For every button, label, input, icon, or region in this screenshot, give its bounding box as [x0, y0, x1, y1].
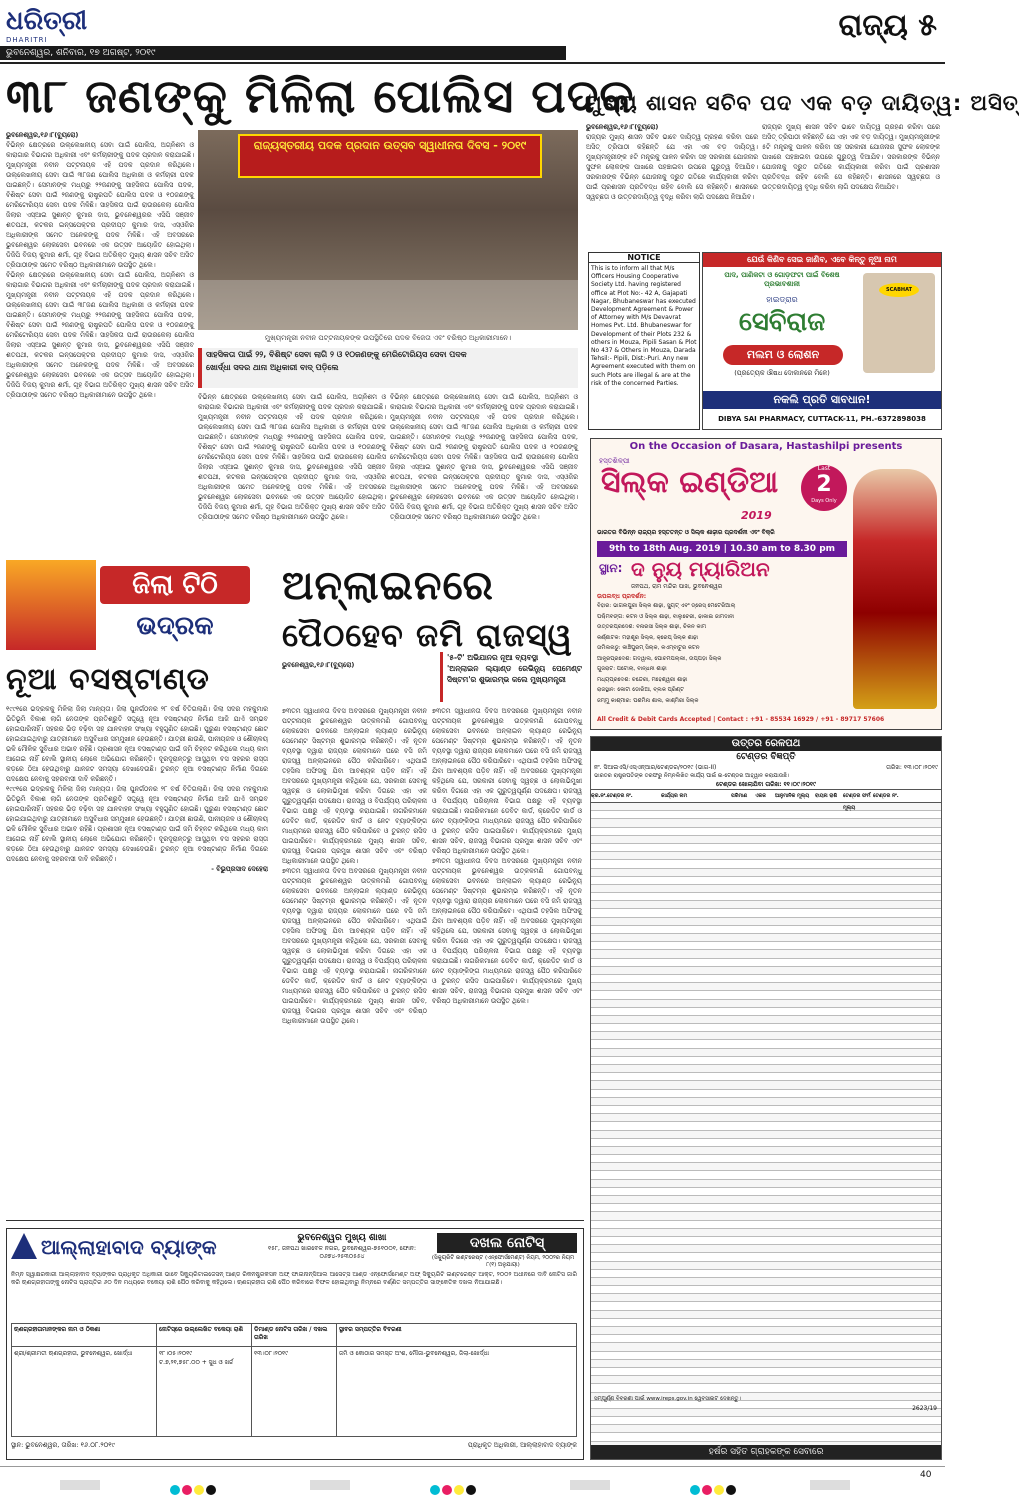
- silk-item: ରାଜସ୍ଥାନ: କୋଟା ଡୋରିଆ, ବ୍ଲକ ପ୍ରିଣ୍ଟ: [597, 687, 684, 693]
- district-byline: - ବିଭୁପ୍ରସାଦ ଦେହେରା: [211, 865, 268, 873]
- tender-row: [591, 1131, 941, 1139]
- tender-row: [591, 942, 941, 950]
- bank-logo-icon: [11, 1233, 37, 1259]
- photo-front-row: [198, 280, 578, 330]
- tender-row: [591, 1237, 941, 1245]
- tender-row: [591, 967, 941, 975]
- tender-row: [591, 959, 941, 967]
- story1-highlight-1: ସାହସିକତା ପାଇଁ ୨୨, ବିଶିଷ୍ଟ ସେବା ଲାଗି ୨ ଓ ୧୦ଜଣଙ୍କୁ ମେରିଟୋରିୟସ ସେବା ପଦକ: [206, 350, 467, 359]
- tender-row: [591, 1433, 941, 1441]
- story3-headline-1: ଅନ୍‌ଲାଇନରେ: [282, 563, 494, 609]
- grey-patch: [570, 1480, 610, 1490]
- cmyk-dots: [170, 1480, 218, 1499]
- tender-row: [591, 1081, 941, 1089]
- tender-row: [591, 1278, 941, 1286]
- tender-row: [591, 1155, 941, 1163]
- last-days-badge: [801, 465, 847, 511]
- tender-row: [591, 1229, 941, 1237]
- district-text-2: ୧୯୯୧ରେ ଭଦ୍ରକକୁ ମିଳିଲା ଜିଲା ମାନ୍ୟତା। ଜିଲା ପୁନର୍ଗଠନର ୨୮ ବର୍ଷ ବିତିଗଲାଣି। ଜିଲା ସଦର ମହକୁମାର ଭିତିଭୂମି ବିକାଶ ଲାଗି ନେତାଙ୍କ ପ୍ରତିଶ୍ରୁତି ସତ୍ତ୍ୱେ ନୂଆ ବସଷ୍ଟାଣ୍ଡ ନିର୍ମାଣ ଆଜି ଯାଏଁ ସମ୍ଭବ ହୋଇପାରିନାହିଁ। ସହରର ଭିଡ଼ ବଢ଼ିବା ସହ ଯାନବାହନ ସଂଖ୍ୟା ବହୁଗୁଣିତ ହୋଇଛି। ପୁରୁଣା ବସଷ୍ଟାଣ୍ଡ ଛୋଟ ହୋଇଯାଇଥିବାରୁ ଯାତ୍ରୀମାନେ ଅସୁବିଧାର ସମ୍ମୁଖୀନ ହେଉଛନ୍ତି। ଯାତ୍ରୀ ଛାଉଣି, ପାନୀୟଜଳ ଓ ଶୌଚାଳୟ ଭଳି ମୌଳିକ ସୁବିଧାର ଅଭାବ ରହିଛି। ପ୍ରଶାସନ ନୂଆ ବସଷ୍ଟାଣ୍ଡ ପାଇଁ ଜମି ଚିହ୍ନଟ କରିଥିଲେ ମଧ୍ୟ କାମ ଆଗେଇ ନାହିଁ ବୋଲି ସ୍ଥାନୀୟ ଲୋକେ ଅଭିଯୋଗ କରିଛନ୍ତି। ଦୂରଦୂରାନ୍ତରୁ ଆସୁଥିବା ବସ ସହରର ରାସ୍ତା କଡ଼ରେ ଠିଆ ହେଉଥିବାରୁ ଯାନଜଟ ସମସ୍ୟା ଦେଖାଦେଉଛି। ତୁରନ୍ତ ନୂଆ ବସଷ୍ଟାଣ୍ଡ ନିର୍ମାଣ ଦିଗରେ ପଦକ୍ଷେପ ନେବାକୁ ସହରବାସୀ ଦାବି କରିଛନ୍ତି।: [6, 785, 268, 863]
- railway-code: 2623/19: [912, 1405, 937, 1412]
- bank-signature: ପ୍ରାଧିକୃତ ଅଧିକାରୀ, ଆଲ୍ଲାହାବାଦ ବ୍ୟାଙ୍କ: [467, 1441, 577, 1449]
- story1-dateline: ଭୁବନେଶ୍ୱର,୧୬।୮(ବ୍ୟୁରୋ): [6, 131, 79, 139]
- bank-notice-sub: (ସିକ୍ୟୁରିଟି ଇଣ୍ଟରେଷ୍ଟ (ଏନ୍‌ଫୋର୍ସମେଣ୍ଟ) ନିୟମ, ୨୦୦୨ର ନିୟମ ୮(୧) ଅନୁଯାୟୀ): [431, 1255, 575, 1268]
- silk-india-ad[interactable]: [590, 438, 942, 730]
- bank-demand-date: ୧୮।୦୫।୨୦୧୯: [159, 1350, 193, 1357]
- tender-col: ଟେଣ୍ଡର ନଂ.: [873, 793, 899, 799]
- logo-text: ଧରିତ୍ରୀ: [6, 6, 88, 36]
- bank-body: ନିମ୍ନ ସ୍ୱାକ୍ଷରକାରୀ ଆଲ୍ଲାହାବାଦ ବ୍ୟାଙ୍କର ପ୍ରାଧିକୃତ ଅଧିକାରୀ ଭାବେ ସିକ୍ୟୁରିଟାଇଜେସନ୍ ଆଣ୍ଡ ରିକନଷ୍ଟ୍ରକସନ ଅଫ୍ ଫାଇନାନ୍ସିଆଲ ଆସେଟ୍ସ ଆଣ୍ଡ ଏନ୍‌ଫୋର୍ସମେଣ୍ଟ ଅଫ୍ ସିକ୍ୟୁରିଟି ଇଣ୍ଟରେଷ୍ଟ ଆକ୍ଟ, ୨୦୦୨ ଅଧୀନରେ ଦାବି ନୋଟିସ ଜାରି କରି ଋଣଗ୍ରହୀତାଙ୍କୁ ନୋଟିସ ପ୍ରାପ୍ତିର ୬୦ ଦିନ ମଧ୍ୟରେ ବକେୟା ରାଶି ପୈଠ କରିବାକୁ କହିଥିଲେ। ଋଣଗ୍ରହୀତା ରାଶି ପୈଠ କରିବାରେ ବିଫଳ ହୋଇଥିବାରୁ ନିମ୍ନରେ ବର୍ଣ୍ଣିତ ସମ୍ପତ୍ତିର ସାଙ୍କେତିକ ଦଖଲ ନିଆଯାଇଛି।: [11, 1271, 577, 1286]
- tender-row: [591, 1343, 941, 1351]
- tender-row: [591, 1000, 941, 1008]
- tender-row: [591, 1024, 941, 1032]
- bank-possession-notice: [6, 1228, 584, 1460]
- story3-headline-2: ପୈଠହେବ ଜମି ରାଜସ୍ୱ: [282, 616, 573, 654]
- tender-row: [591, 1073, 941, 1081]
- story1-headline: ୩୮ ଜଣଙ୍କୁ ମିଳିଲା ପୋଲିସ ପଦକ: [6, 69, 635, 123]
- tender-row: [591, 1180, 941, 1188]
- notice-title: NOTICE: [589, 253, 699, 263]
- silk-item: ଆନ୍ଧ୍ରପ୍ରଦେଶ: ଗଦୱାଲ, ପୋଚମପଲ୍ଲୀ, ଉପ୍ପଡ଼ା ସିଲ୍କ: [597, 655, 722, 662]
- bank-name: ଆଲ୍ଲାହାବାଦ ବ୍ୟାଙ୍କ: [41, 1235, 217, 1259]
- railway-notes: ସମ୍ପୂର୍ଣ୍ଣ ବିବରଣୀ ପାଇଁ www.ireps.gov.in ୱେବସାଇଟ ଦେଖନ୍ତୁ।: [594, 1396, 741, 1402]
- page-label: ରାଜ୍ୟ ୫: [838, 8, 937, 43]
- tender-row: [591, 1114, 941, 1122]
- tender-row: [591, 918, 941, 926]
- tender-row: [591, 975, 941, 983]
- tender-row: [591, 991, 941, 999]
- railway-closing: ଟେଣ୍ଡର ଖୋଲାଯିବା ତାରିଖ: ୧୧।୦୯।୨୦୧୯: [715, 781, 817, 788]
- magenta-dot: [702, 1485, 712, 1495]
- silk-venue-label: ସ୍ଥାନ:: [599, 561, 623, 575]
- sebiraj-brand: ସେବିରାଜ: [738, 307, 826, 337]
- bottom-rule: [0, 1466, 945, 1467]
- silk-item: ମଧ୍ୟପ୍ରଦେଶ: ଚନ୍ଦେରୀ, ମହେଶ୍ୱରୀ ଶାଢ଼ୀ: [597, 676, 688, 683]
- black-dot: [466, 1485, 476, 1495]
- bank-notice-title: ଦଖଲ ନୋଟିସ୍: [437, 1233, 577, 1253]
- page-number: 40: [920, 1470, 932, 1480]
- tender-row: [591, 1008, 941, 1016]
- district-badge: ଜିଲା ଟିଠି: [100, 566, 250, 604]
- tender-row: [591, 1311, 941, 1319]
- tender-row: [591, 1384, 941, 1392]
- masthead: [0, 0, 945, 62]
- tender-row: [591, 1196, 941, 1204]
- tender-row: [591, 1171, 941, 1179]
- story2-body-left: [586, 122, 758, 246]
- tender-col: କାର୍ଯ୍ୟର ନାମ: [661, 793, 688, 799]
- tender-col: ଆନୁମାନିକ ମୂଲ୍ୟ: [775, 793, 810, 799]
- district-name: ଭଦ୍ରକ: [136, 611, 214, 641]
- story1-body-left: [6, 130, 194, 550]
- district-headline: ନୂଆ ବସଷ୍ଟାଣ୍ଡ: [6, 662, 210, 697]
- dateline: ଭୁବନେଶ୍ୱର, ଶନିବାର, ୧୭ ଅଗଷ୍ଟ, ୨୦୧୯: [0, 46, 566, 60]
- model-in-saree-image: [853, 469, 937, 709]
- tender-row: [591, 1122, 941, 1130]
- story3-text-4: ୭୩ତମ ସ୍ୱାଧୀନତା ଦିବସ ଅବସରରେ ମୁଖ୍ୟମନ୍ତ୍ରୀ ନବୀନ ପଟ୍ଟନାୟକ ଭୁବନେଶ୍ୱର ଉତ୍କଳମଣି ଗୋପବନ୍ଧୁ ଲୋକସେବା ଭବନରେ ଅନ୍‌ଲାଇନ ଲ୍ୟାଣ୍ଡ ରେଭିନ୍ୟୁ ପେମେଣ୍ଟ ସିଷ୍ଟମ୍‌ର ଶୁଭାରମ୍ଭ କରିଛନ୍ତି। ଏହି ନୂତନ ବ୍ୟବସ୍ଥା ଦ୍ୱାରା ରାଜ୍ୟର ଲୋକମାନେ ଘରେ ବସି ଜମି ରାଜସ୍ୱ ଅନ୍‌ଲାଇନରେ ପୈଠ କରିପାରିବେ। ଏଥିପାଇଁ ତହସିଲ ଅଫିସକୁ ଯିବା ଆବଶ୍ୟକ ପଡ଼ିବ ନାହିଁ। ଏହି ଅବସରରେ ମୁଖ୍ୟମନ୍ତ୍ରୀ କହିଥିଲେ ଯେ, ସରକାରୀ ସେବାକୁ ସ୍ୱଚ୍ଛ ଓ ଲୋକାଭିମୁଖୀ କରିବା ଦିଗରେ ଏହା ଏକ ଗୁରୁତ୍ୱପୂର୍ଣ୍ଣ ପଦକ୍ଷେପ। ରାଜସ୍ୱ ଓ ବିପର୍ଯ୍ୟୟ ପରିଚାଳନା ବିଭାଗ ପକ୍ଷରୁ ଏହି ବ୍ୟବସ୍ଥା କରାଯାଇଛି। ନାଗରିକମାନେ ଡେବିଟ କାର୍ଡ, କ୍ରେଡିଟ କାର୍ଡ ଓ ନେଟ ବ୍ୟାଙ୍କିଙ୍ଗ ମାଧ୍ୟମରେ ରାଜସ୍ୱ ପୈଠ କରିପାରିବେ ଓ ତୁରନ୍ତ ରସିଦ ପାଇପାରିବେ। କାର୍ଯ୍ୟକ୍ରମରେ ମୁଖ୍ୟ ଶାସନ ସଚିବ, ରାଜସ୍ୱ ବିଭାଗର ପ୍ରମୁଖ ଶାସନ ସଚିବ ଏବଂ ବରିଷ୍ଠ ଅଧିକାରୀମାନେ ଉପସ୍ଥିତ ଥିଲେ।: [432, 857, 582, 1005]
- logo-subtext: DHARITRI: [6, 36, 48, 44]
- silk-description: ଭାରତର ବିଭିନ୍ନ ରାଜ୍ୟର ହସ୍ତତନ୍ତ ଓ ସିଲ୍କ ଶାଢ଼ୀର ପ୍ରଦର୍ଶନୀ ଏବଂ ବିକ୍ରି: [597, 529, 775, 536]
- sebiraj-sub: (ପ୍ରତ୍ୟେକ ଔଷଧ ଦୋକାନରେ ମିଳେ): [734, 369, 830, 377]
- bank-rule: [6, 1220, 584, 1221]
- magenta-dot: [182, 1485, 192, 1495]
- bank-table-row: [11, 1347, 577, 1437]
- tender-row: [591, 1286, 941, 1294]
- silk-dates: 9th to 18th Aug. 2019 | 10.30 am to 8.30 pm: [597, 541, 847, 557]
- tender-row: [591, 1049, 941, 1057]
- badge-number: 2: [816, 472, 832, 497]
- newspaper-logo[interactable]: [6, 6, 118, 44]
- story1-text-1: ବିଭିନ୍ନ କ୍ଷେତ୍ରରେ ଉଲ୍ଲେଖନୀୟ ସେବା ପାଇଁ ପୋଲିସ, ଅଗ୍ନିଶମ ଓ କାରାଗାର ବିଭାଗର ଅଧିକାରୀ ଏବଂ କର୍ମଚାରୀଙ୍କୁ ପଦକ ପ୍ରଦାନ କରାଯାଇଛି। ମୁଖ୍ୟମନ୍ତ୍ରୀ ନବୀନ ପଟ୍ଟନାୟକ ଏହି ପଦକ ପ୍ରଦାନ କରିଥିଲେ। ଉଲ୍ଲେଖନୀୟ ସେବା ପାଇଁ ୩୮ଜଣ ପୋଲିସ ଅଧିକାରୀ ଓ କର୍ମଚାରୀ ପଦକ ପାଇଛନ୍ତି। ସେମାନଙ୍କ ମଧ୍ୟରୁ ୨୨ଜଣଙ୍କୁ ସାହସିକତା ପୋଲିସ ପଦକ, ବିଶିଷ୍ଟ ସେବା ପାଇଁ ୨ଜଣଙ୍କୁ ରାଷ୍ଟ୍ରପତି ପୋଲିସ ପଦକ ଓ ୧୦ଜଣଙ୍କୁ ମେରିଟୋରିୟସ ସେବା ପଦକ ମିଳିଛି। ସାହସିକତା ପାଇଁ ରାଉରକେଲା ପୋଲିସ ଜିଲାର ଏସ୍ଆଇ ସୁଶାନ୍ତ କୁମାର ଦାସ, ଭୁବନେଶ୍ୱରର ଏସିପି ସଞ୍ଜୀବ ଶତପଥୀ, କଟକର ଇନ୍ସପେକ୍ଟର ପ୍ରଦୀପ୍ତ କୁମାର ଦାସ, ଏସ୍ଓଜିର ଅଧିକାରୀଙ୍କ ସମେତ ଅନେକଙ୍କୁ ପଦକ ମିଳିଛି। ଏହି ଅବସରରେ ଭୁବନେଶ୍ୱର ଲୋକସେବା ଭବନରେ ଏକ ଉତ୍ସବ ଆୟୋଜିତ ହୋଇଥିଲା। ଡିଜିପି ବିଜୟ କୁମାର ଶର୍ମା, ଗୃହ ବିଭାଗ ଅତିରିକ୍ତ ମୁଖ୍ୟ ଶାସନ ସଚିବ ଅସିତ ତ୍ରିପାଠୀଙ୍କ ସମେତ ବରିଷ୍ଠ ଅଧିକାରୀମାନେ ଉପସ୍ଥିତ ଥିଲେ।: [6, 141, 194, 269]
- tender-row: [591, 1253, 941, 1261]
- railway-date: ତାରିଖ: ୧୩।୦୮।୨୦୧୯: [886, 764, 938, 771]
- story2-dateline: ଭୁବନେଶ୍ୱର,୧୬।୮(ବ୍ୟୁରୋ): [586, 123, 659, 131]
- badge-top: Last: [817, 465, 831, 472]
- tender-row: [591, 1040, 941, 1048]
- tender-row: [591, 1065, 941, 1073]
- black-dot: [726, 1485, 736, 1495]
- sebiraj-ad[interactable]: [702, 252, 942, 430]
- tender-row: [591, 1163, 941, 1171]
- bank-branch: ଭୁବନେଶ୍ୱର ମୁଖ୍ୟ ଶାଖା: [297, 1233, 387, 1243]
- tender-row: [591, 926, 941, 934]
- tender-row: [591, 828, 941, 836]
- cmyk-dots: [430, 1480, 478, 1499]
- tender-row: [591, 877, 941, 885]
- railway-ref-row: [591, 763, 941, 772]
- tender-row: [591, 1368, 941, 1376]
- story3-bullet-2: 'ଅନ୍‌ଲାଇନ ଲ୍ୟାଣ୍ଡ ରେଭିନ୍ୟୁ ପେମେଣ୍ଟ ସିଷ୍ଟମ'ର ଶୁଭାରମ୍ଭ କଲେ ମୁଖ୍ୟମନ୍ତ୍ରୀ: [447, 664, 582, 684]
- tender-col: ଏକକ: [755, 793, 766, 799]
- silk-item: ପଶ୍ଚିମବଙ୍ଗ: କଟନ ଓ ସିଲ୍କ ଶାଢ଼ୀ, ବାଲୁଚେରୀ, ଢାକାଇ ଜାମଦାନୀ: [597, 613, 735, 620]
- tender-row: [591, 844, 941, 852]
- silk-brand-small: ହସ୍ତଶିଳ୍ପୀ: [599, 457, 630, 465]
- silk-title: ସିଲ୍କ ଇଣ୍ଡିଆ: [601, 465, 779, 500]
- tender-row: [591, 1057, 941, 1065]
- silk-item: ଜମ୍ମୁ କାଶ୍ମୀର: ପଶମିନା ଶାଲ, କାଶ୍ମିରୀ ସିଲ୍କ: [597, 697, 699, 704]
- district-temple-image: [6, 560, 96, 650]
- tender-row: [591, 1294, 941, 1302]
- silk-item: ଉତ୍ତରପ୍ରଦେଶ: ବନାରସୀ ସିଲ୍କ ଶାଢ଼ୀ, ଚିକନ କାମ: [597, 624, 706, 630]
- tender-row: [591, 860, 941, 868]
- tender-row: [591, 1319, 941, 1327]
- tender-row: [591, 901, 941, 909]
- silk-item: ଗୁଜରାଟ: ପଟୋଲା, ବାନ୍ଧନୀ ଶାଢ଼ୀ: [597, 666, 667, 672]
- tender-row: [591, 909, 941, 917]
- tender-row: [591, 1327, 941, 1335]
- tender-row: [591, 1106, 941, 1114]
- tender-row: [591, 1139, 941, 1147]
- tender-row: [591, 1352, 941, 1360]
- bank-borrower: ଶ୍ରୀ/ଶ୍ରୀମତୀ ଋଣଗ୍ରହୀତା, ଭୁବନେଶ୍ୱର, ଖୋର୍ଦ୍ଧା: [12, 1347, 157, 1436]
- tender-row: [591, 1032, 941, 1040]
- tender-row: [591, 811, 941, 819]
- story3-dateline: ଭୁବନେଶ୍ୱର,୧୬।୮(ବ୍ୟୁରୋ): [282, 661, 355, 669]
- tender-row: [591, 1016, 941, 1024]
- railway-subheader: ଟେଣ୍ଡର ବିଜ୍ଞପ୍ତି: [736, 752, 796, 762]
- photo-caption: ମୁଖ୍ୟମନ୍ତ୍ରୀ ନବୀନ ପଟ୍ଟନାୟକଙ୍କ ଉପସ୍ଥିତିରେ ପଦକ ବିଜେତା ଏବଂ ବରିଷ୍ଠ ଅଧିକାରୀମାନେ।: [264, 334, 512, 342]
- sebiraj-top-banner: ଯେଉଁ କିଣିବ ସେଇ ଜାଣିବ, ଏବେ କିନ୍ତୁ ନୂଆ ନାମ: [703, 253, 941, 267]
- tender-row: [591, 1425, 941, 1433]
- tender-row: [591, 852, 941, 860]
- color-registration-marks: [10, 1480, 910, 1492]
- notice-box: [588, 252, 700, 430]
- tender-row: [591, 885, 941, 893]
- tender-row: [591, 869, 941, 877]
- cyan-dot: [690, 1485, 700, 1495]
- story3-body-left: [282, 706, 427, 1214]
- silk-items-list: [597, 601, 847, 711]
- story3-bullet-1: '୫-ଟି' ଅଭିଯାନର ନୂଆ ବ୍ୟବସ୍ଥା: [447, 653, 539, 662]
- tender-table-header: [591, 789, 941, 811]
- tender-row: [591, 1360, 941, 1368]
- cmyk-dots: [690, 1480, 738, 1499]
- silk-top-line: On the Occasion of Dasara, Hastashilpi presents: [629, 441, 903, 452]
- tender-row: [591, 1376, 941, 1384]
- story2-text-1: ରାଜ୍ୟର ମୁଖ୍ୟ ଶାସନ ସଚିବ ଭାବେ ଦାୟିତ୍ୱ ଗ୍ରହଣ କରିବା ପରେ ଅସିତ୍ ତ୍ରିପାଠୀ କହିଛନ୍ତି ଯେ ଏହା ଏକ ବଡ଼ ଦାୟିତ୍ୱ। ମୁଖ୍ୟମନ୍ତ୍ରୀଙ୍କ ୫ଟି ମନ୍ତ୍ରକୁ ପାଳନ କରିବା ସହ ସରକାରୀ ଯୋଜନାର ସୁଫଳ ଲୋକଙ୍କ ପାଖରେ ପହଞ୍ଚାଇବା ଉପରେ ଗୁରୁତ୍ୱ ଦିଆଯିବ। ସରକାରଙ୍କ ବିଭିନ୍ନ ଯୋଜନାକୁ ଦ୍ରୁତ ଗତିରେ କାର୍ଯ୍ୟକାରୀ କରିବା ପାଇଁ ପ୍ରଶାସନ ପ୍ରତିବଦ୍ଧ ରହିବ ବୋଲି ସେ କହିଛନ୍ତି। ଶାସନରେ ସ୍ୱଚ୍ଛତା ଓ ଉତ୍ତରଦାୟିତ୍ୱ ବୃଦ୍ଧି କରିବା ଲାଗି ପଦକ୍ଷେପ ନିଆଯିବ।: [586, 133, 758, 201]
- tender-row: [591, 1245, 941, 1253]
- sebiraj-footer: DIBYA SAI PHARMACY, CUTTACK-11, PH.-6372898038: [718, 415, 926, 423]
- tender-row: [591, 1302, 941, 1310]
- bank-col-property: ସ୍ଥାବର ସମ୍ପତ୍ତିର ବିବରଣୀ: [339, 1326, 402, 1333]
- grey-patch: [810, 1480, 850, 1490]
- yellow-dot: [714, 1485, 724, 1495]
- tender-row: [591, 934, 941, 942]
- tender-row: [591, 1270, 941, 1278]
- tender-row: [591, 1098, 941, 1106]
- masthead-rule: [0, 62, 945, 64]
- tender-row: [591, 1221, 941, 1229]
- story1-highlights: [198, 348, 578, 388]
- silk-item: ତାମିଲନାଡୁ: କାଞ୍ଚିପୁରମ୍ ସିଲ୍କ, କଏମ୍ବାଟୁର କଟନ: [597, 645, 700, 651]
- bank-table-header: [11, 1323, 577, 1347]
- award-ceremony-photo: [198, 130, 578, 330]
- tender-row: [591, 803, 941, 811]
- story1-highlight-2: ଖୋର୍ଦ୍ଧା ସଦର ଥାନା ଅଧିକାରୀ ବାଦ୍ ପଡ଼ିଲେ: [206, 363, 339, 372]
- tender-row: [591, 1204, 941, 1212]
- sebiraj-line1: ପାଦ, ପାଣିକଟା ଓ ଗୋଡ଼ଫଟା ପାଇଁ ବିଶେଷ ପ୍ରଭାବଶାଳୀ: [724, 271, 840, 288]
- tender-row: [591, 1417, 941, 1425]
- story3-text-2: ୭୩ତମ ସ୍ୱାଧୀନତା ଦିବସ ଅବସରରେ ମୁଖ୍ୟମନ୍ତ୍ରୀ ନବୀନ ପଟ୍ଟନାୟକ ଭୁବନେଶ୍ୱର ଉତ୍କଳମଣି ଗୋପବନ୍ଧୁ ଲୋକସେବା ଭବନରେ ଅନ୍‌ଲାଇନ ଲ୍ୟାଣ୍ଡ ରେଭିନ୍ୟୁ ପେମେଣ୍ଟ ସିଷ୍ଟମ୍‌ର ଶୁଭାରମ୍ଭ କରିଛନ୍ତି। ଏହି ନୂତନ ବ୍ୟବସ୍ଥା ଦ୍ୱାରା ରାଜ୍ୟର ଲୋକମାନେ ଘରେ ବସି ଜମି ରାଜସ୍ୱ ଅନ୍‌ଲାଇନରେ ପୈଠ କରିପାରିବେ। ଏଥିପାଇଁ ତହସିଲ ଅଫିସକୁ ଯିବା ଆବଶ୍ୟକ ପଡ଼ିବ ନାହିଁ। ଏହି ଅବସରରେ ମୁଖ୍ୟମନ୍ତ୍ରୀ କହିଥିଲେ ଯେ, ସରକାରୀ ସେବାକୁ ସ୍ୱଚ୍ଛ ଓ ଲୋକାଭିମୁଖୀ କରିବା ଦିଗରେ ଏହା ଏକ ଗୁରୁତ୍ୱପୂର୍ଣ୍ଣ ପଦକ୍ଷେପ। ରାଜସ୍ୱ ଓ ବିପର୍ଯ୍ୟୟ ପରିଚାଳନା ବିଭାଗ ପକ୍ଷରୁ ଏହି ବ୍ୟବସ୍ଥା କରାଯାଇଛି। ନାଗରିକମାନେ ଡେବିଟ କାର୍ଡ, କ୍ରେଡିଟ କାର୍ଡ ଓ ନେଟ ବ୍ୟାଙ୍କିଙ୍ଗ ମାଧ୍ୟମରେ ରାଜସ୍ୱ ପୈଠ କରିପାରିବେ ଓ ତୁରନ୍ତ ରସିଦ ପାଇପାରିବେ। କାର୍ଯ୍ୟକ୍ରମରେ ମୁଖ୍ୟ ଶାସନ ସଚିବ, ରାଜସ୍ୱ ବିଭାଗର ପ୍ରମୁଖ ଶାସନ ସଚିବ ଏବଂ ବରିଷ୍ଠ ଅଧିକାରୀମାନେ ଉପସ୍ଥିତ ଥିଲେ।: [282, 867, 427, 1025]
- tender-col: ପରିମାଣ: [731, 793, 748, 799]
- story3-body-right: [432, 706, 582, 1214]
- railway-header: ଉତ୍ତର ରେଳପଥ: [591, 737, 941, 751]
- sebiraj-brand-pre: ହାଇଡ୍ରାର: [766, 295, 798, 304]
- silk-year: 2019: [741, 509, 772, 522]
- bank-amount: ଟ.୭,୨୧,୭୫୮.୦୦ + ସୁଧ ଓ ଖର୍ଚ୍ଚ: [159, 1359, 234, 1366]
- cyan-dot: [430, 1485, 440, 1495]
- bank-possession-date: ୧୩।୦୮।୨୦୧୯: [252, 1347, 337, 1436]
- tender-row: [591, 950, 941, 958]
- cyan-dot: [170, 1485, 180, 1495]
- bank-amount-cell: [157, 1347, 252, 1436]
- yellow-dot: [194, 1485, 204, 1495]
- sebiraj-product: ମଲମ ଓ ଲୋଶନ: [723, 345, 843, 365]
- bank-property: ଜମି ଓ କୋଠାର ସମସ୍ତ ଅଂଶ, ମୌଜା-ଭୁବନେଶ୍ୱର, ଜିଲା-ଖୋର୍ଦ୍ଧା: [339, 1350, 490, 1357]
- railway-intro: ଭାରତର ରାଷ୍ଟ୍ରପତିଙ୍କ ତରଫରୁ ନିମ୍ନଲିଖିତ କାର୍ଯ୍ୟ ପାଇଁ ଇ-ଟେଣ୍ଡର ଆହ୍ୱାନ କରାଯାଉଛି।: [594, 773, 790, 779]
- silk-items-heading: ଉପଲବ୍ଧ ପ୍ରଦର୍ଶନ:: [597, 593, 647, 600]
- silk-item: ବିହାର: ଭାଗଲପୁରୀ ସିଲ୍କ ଶାଢ଼ୀ, ସ୍ୟୁଟ୍ ଏବଂ ଡ୍ରେସ୍ ମେଟେରିଆଲ୍: [597, 603, 736, 609]
- tender-row: [591, 1188, 941, 1196]
- tender-row: [591, 819, 941, 827]
- tender-col: ଟେଣ୍ଡର ନଂ.: [607, 793, 633, 799]
- railway-ref: ନଂ. ସିଆଇଏସି/ଏସ୍‌ଏନ୍‌ଆର/ଟେଣ୍ଡର/୨୦୧୯ (ଭାଗ-II): [594, 764, 717, 771]
- photo-stage-banner: ରାଜ୍ୟସ୍ତରୀୟ ପଦକ ପ୍ରଦାନ ଉତ୍ସବ ସ୍ୱାଧୀନତା ଦିବସ - ୨୦୧୯: [238, 134, 542, 178]
- tender-row: [591, 983, 941, 991]
- silk-item: କର୍ଣ୍ଣାଟକ: ମହୀଶୂର ସିଲ୍କ, କ୍ରେପ୍ ସିଲ୍କ ଶାଢ଼ୀ: [597, 634, 698, 641]
- bank-col-borrower: ଋଣଗ୍ରହୀତାମାନଙ୍କର ନାମ ଓ ଠିକଣା: [12, 1324, 157, 1346]
- tender-row: [591, 1262, 941, 1270]
- tender-row: [591, 1090, 941, 1098]
- silk-address: ଜନପଥ, ରାମ ମନ୍ଦିର ପାଖ, ଭୁବନେଶ୍ୱର: [631, 583, 723, 590]
- story3-text-1: ୭୩ତମ ସ୍ୱାଧୀନତା ଦିବସ ଅବସରରେ ମୁଖ୍ୟମନ୍ତ୍ରୀ ନବୀନ ପଟ୍ଟନାୟକ ଭୁବନେଶ୍ୱର ଉତ୍କଳମଣି ଗୋପବନ୍ଧୁ ଲୋକସେବା ଭବନରେ ଅନ୍‌ଲାଇନ ଲ୍ୟାଣ୍ଡ ରେଭିନ୍ୟୁ ପେମେଣ୍ଟ ସିଷ୍ଟମ୍‌ର ଶୁଭାରମ୍ଭ କରିଛନ୍ତି। ଏହି ନୂତନ ବ୍ୟବସ୍ଥା ଦ୍ୱାରା ରାଜ୍ୟର ଲୋକମାନେ ଘରେ ବସି ଜମି ରାଜସ୍ୱ ଅନ୍‌ଲାଇନରେ ପୈଠ କରିପାରିବେ। ଏଥିପାଇଁ ତହସିଲ ଅଫିସକୁ ଯିବା ଆବଶ୍ୟକ ପଡ଼ିବ ନାହିଁ। ଏହି ଅବସରରେ ମୁଖ୍ୟମନ୍ତ୍ରୀ କହିଥିଲେ ଯେ, ସରକାରୀ ସେବାକୁ ସ୍ୱଚ୍ଛ ଓ ଲୋକାଭିମୁଖୀ କରିବା ଦିଗରେ ଏହା ଏକ ଗୁରୁତ୍ୱପୂର୍ଣ୍ଣ ପଦକ୍ଷେପ। ରାଜସ୍ୱ ଓ ବିପର୍ଯ୍ୟୟ ପରିଚାଳନା ବିଭାଗ ପକ୍ଷରୁ ଏହି ବ୍ୟବସ୍ଥା କରାଯାଇଛି। ନାଗରିକମାନେ ଡେବିଟ କାର୍ଡ, କ୍ରେଡିଟ କାର୍ଡ ଓ ନେଟ ବ୍ୟାଙ୍କିଙ୍ଗ ମାଧ୍ୟମରେ ରାଜସ୍ୱ ପୈଠ କରିପାରିବେ ଓ ତୁରନ୍ତ ରସିଦ ପାଇପାରିବେ। କାର୍ଯ୍ୟକ୍ରମରେ ମୁଖ୍ୟ ଶାସନ ସଚିବ, ରାଜସ୍ୱ ବିଭାଗର ପ୍ରମୁଖ ଶାସନ ସଚିବ ଏବଂ ବରିଷ୍ଠ ଅଧିକାରୀମାନେ ଉପସ୍ଥିତ ଥିଲେ।: [282, 707, 427, 865]
- story2-headline: ମୁଖ୍ୟ ଶାସନ ସଚିବ ପଦ ଏକ ବଡ଼ ଦାୟିତ୍ୱ: ଅସିତ୍: [586, 91, 1019, 115]
- grey-patch: [60, 1480, 100, 1490]
- tender-col: ଟେଣ୍ଡର ଫର୍ମ ମୂଲ୍ୟ: [843, 793, 871, 811]
- grey-patch: [310, 1480, 350, 1490]
- badge-bottom: Days Only: [811, 498, 837, 504]
- tender-row: [591, 1212, 941, 1220]
- story1-text-2: ବିଭିନ୍ନ କ୍ଷେତ୍ରରେ ଉଲ୍ଲେଖନୀୟ ସେବା ପାଇଁ ପୋଲିସ, ଅଗ୍ନିଶମ ଓ କାରାଗାର ବିଭାଗର ଅଧିକାରୀ ଏବଂ କର୍ମଚାରୀଙ୍କୁ ପଦକ ପ୍ରଦାନ କରାଯାଇଛି। ମୁଖ୍ୟମନ୍ତ୍ରୀ ନବୀନ ପଟ୍ଟନାୟକ ଏହି ପଦକ ପ୍ରଦାନ କରିଥିଲେ। ଉଲ୍ଲେଖନୀୟ ସେବା ପାଇଁ ୩୮ଜଣ ପୋଲିସ ଅଧିକାରୀ ଓ କର୍ମଚାରୀ ପଦକ ପାଇଛନ୍ତି। ସେମାନଙ୍କ ମଧ୍ୟରୁ ୨୨ଜଣଙ୍କୁ ସାହସିକତା ପୋଲିସ ପଦକ, ବିଶିଷ୍ଟ ସେବା ପାଇଁ ୨ଜଣଙ୍କୁ ରାଷ୍ଟ୍ରପତି ପୋଲିସ ପଦକ ଓ ୧୦ଜଣଙ୍କୁ ମେରିଟୋରିୟସ ସେବା ପଦକ ମିଳିଛି। ସାହସିକତା ପାଇଁ ରାଉରକେଲା ପୋଲିସ ଜିଲାର ଏସ୍ଆଇ ସୁଶାନ୍ତ କୁମାର ଦାସ, ଭୁବନେଶ୍ୱରର ଏସିପି ସଞ୍ଜୀବ ଶତପଥୀ, କଟକର ଇନ୍ସପେକ୍ଟର ପ୍ରଦୀପ୍ତ କୁମାର ଦାସ, ଏସ୍ଓଜିର ଅଧିକାରୀଙ୍କ ସମେତ ଅନେକଙ୍କୁ ପଦକ ମିଳିଛି। ଏହି ଅବସରରେ ଭୁବନେଶ୍ୱର ଲୋକସେବା ଭବନରେ ଏକ ଉତ୍ସବ ଆୟୋଜିତ ହୋଇଥିଲା। ଡିଜିପି ବିଜୟ କୁମାର ଶର୍ମା, ଗୃହ ବିଭାଗ ଅତିରିକ୍ତ ମୁଖ୍ୟ ଶାସନ ସଚିବ ଅସିତ ତ୍ରିପାଠୀଙ୍କ ସମେତ ବରିଷ୍ଠ ଅଧିକାରୀମାନେ ଉପସ୍ଥିତ ଥିଲେ।: [6, 271, 194, 399]
- notice-body: This is to inform all that M/s Officers Housing Cooperative Society Ltd. having registered office at Plot No:- 42 A, Gajapati Nagar, Bhubaneswar has executed Development Agreement & Power of Attorney with M/s Devavrat Homes Pvt. Ltd. Bhubaneswar for Development of their Plots 232 & others in Mouza, Pipili Sasan & Plot No 437 & Others in Mouza, Darada Tehsil:- Pipili, Dist:-Puri. Any new Agreement executed with them on such Plots are illegal & are at the risk of the concerned Parties.: [591, 265, 697, 387]
- district-text-1: ୧୯୯୧ରେ ଭଦ୍ରକକୁ ମିଳିଲା ଜିଲା ମାନ୍ୟତା। ଜିଲା ପୁନର୍ଗଠନର ୨୮ ବର୍ଷ ବିତିଗଲାଣି। ଜିଲା ସଦର ମହକୁମାର ଭିତିଭୂମି ବିକାଶ ଲାଗି ନେତାଙ୍କ ପ୍ରତିଶ୍ରୁତି ସତ୍ତ୍ୱେ ନୂଆ ବସଷ୍ଟାଣ୍ଡ ନିର୍ମାଣ ଆଜି ଯାଏଁ ସମ୍ଭବ ହୋଇପାରିନାହିଁ। ସହରର ଭିଡ଼ ବଢ଼ିବା ସହ ଯାନବାହନ ସଂଖ୍ୟା ବହୁଗୁଣିତ ହୋଇଛି। ପୁରୁଣା ବସଷ୍ଟାଣ୍ଡ ଛୋଟ ହୋଇଯାଇଥିବାରୁ ଯାତ୍ରୀମାନେ ଅସୁବିଧାର ସମ୍ମୁଖୀନ ହେଉଛନ୍ତି। ଯାତ୍ରୀ ଛାଉଣି, ପାନୀୟଜଳ ଓ ଶୌଚାଳୟ ଭଳି ମୌଳିକ ସୁବିଧାର ଅଭାବ ରହିଛି। ପ୍ରଶାସନ ନୂଆ ବସଷ୍ଟାଣ୍ଡ ପାଇଁ ଜମି ଚିହ୍ନଟ କରିଥିଲେ ମଧ୍ୟ କାମ ଆଗେଇ ନାହିଁ ବୋଲି ସ୍ଥାନୀୟ ଲୋକେ ଅଭିଯୋଗ କରିଛନ୍ତି। ଦୂରଦୂରାନ୍ତରୁ ଆସୁଥିବା ବସ ସହରର ରାସ୍ତା କଡ଼ରେ ଠିଆ ହେଉଥିବାରୁ ଯାନଜଟ ସମସ୍ୟା ଦେଖାଦେଉଛି। ତୁରନ୍ତ ନୂଆ ବସଷ୍ଟାଣ୍ଡ ନିର୍ମାଣ ଦିଗରେ ପଦକ୍ଷେପ ନେବାକୁ ସହରବାସୀ ଦାବି କରିଛନ୍ତି।: [6, 705, 268, 783]
- yellow-dot: [454, 1485, 464, 1495]
- story3-text-3: ୭୩ତମ ସ୍ୱାଧୀନତା ଦିବସ ଅବସରରେ ମୁଖ୍ୟମନ୍ତ୍ରୀ ନବୀନ ପଟ୍ଟନାୟକ ଭୁବନେଶ୍ୱର ଉତ୍କଳମଣି ଗୋପବନ୍ଧୁ ଲୋକସେବା ଭବନରେ ଅନ୍‌ଲାଇନ ଲ୍ୟାଣ୍ଡ ରେଭିନ୍ୟୁ ପେମେଣ୍ଟ ସିଷ୍ଟମ୍‌ର ଶୁଭାରମ୍ଭ କରିଛନ୍ତି। ଏହି ନୂତନ ବ୍ୟବସ୍ଥା ଦ୍ୱାରା ରାଜ୍ୟର ଲୋକମାନେ ଘରେ ବସି ଜମି ରାଜସ୍ୱ ଅନ୍‌ଲାଇନରେ ପୈଠ କରିପାରିବେ। ଏଥିପାଇଁ ତହସିଲ ଅଫିସକୁ ଯିବା ଆବଶ୍ୟକ ପଡ଼ିବ ନାହିଁ। ଏହି ଅବସରରେ ମୁଖ୍ୟମନ୍ତ୍ରୀ କହିଥିଲେ ଯେ, ସରକାରୀ ସେବାକୁ ସ୍ୱଚ୍ଛ ଓ ଲୋକାଭିମୁଖୀ କରିବା ଦିଗରେ ଏହା ଏକ ଗୁରୁତ୍ୱପୂର୍ଣ୍ଣ ପଦକ୍ଷେପ। ରାଜସ୍ୱ ଓ ବିପର୍ଯ୍ୟୟ ପରିଚାଳନା ବିଭାଗ ପକ୍ଷରୁ ଏହି ବ୍ୟବସ୍ଥା କରାଯାଇଛି। ନାଗରିକମାନେ ଡେବିଟ କାର୍ଡ, କ୍ରେଡିଟ କାର୍ଡ ଓ ନେଟ ବ୍ୟାଙ୍କିଙ୍ଗ ମାଧ୍ୟମରେ ରାଜସ୍ୱ ପୈଠ କରିପାରିବେ ଓ ତୁରନ୍ତ ରସିଦ ପାଇପାରିବେ। କାର୍ଯ୍ୟକ୍ରମରେ ମୁଖ୍ୟ ଶାସନ ସଚିବ, ରାଜସ୍ୱ ବିଭାଗର ପ୍ରମୁଖ ଶାସନ ସଚିବ ଏବଂ ବରିଷ୍ଠ ଅଧିକାରୀମାନେ ଉପସ୍ଥିତ ଥିଲେ।: [432, 707, 582, 855]
- tender-col: କ୍ର.ନଂ.: [591, 793, 608, 799]
- story1-body-mid: ବିଭିନ୍ନ କ୍ଷେତ୍ରରେ ଉଲ୍ଲେଖନୀୟ ସେବା ପାଇଁ ପୋଲିସ, ଅଗ୍ନିଶମ ଓ କାରାଗାର ବିଭାଗର ଅଧିକାରୀ ଏବଂ କର୍ମଚାରୀଙ୍କୁ ପଦକ ପ୍ରଦାନ କରାଯାଇଛି। ମୁଖ୍ୟମନ୍ତ୍ରୀ ନବୀନ ପଟ୍ଟନାୟକ ଏହି ପଦକ ପ୍ରଦାନ କରିଥିଲେ। ଉଲ୍ଲେଖନୀୟ ସେବା ପାଇଁ ୩୮ଜଣ ପୋଲିସ ଅଧିକାରୀ ଓ କର୍ମଚାରୀ ପଦକ ପାଇଛନ୍ତି। ସେମାନଙ୍କ ମଧ୍ୟରୁ ୨୨ଜଣଙ୍କୁ ସାହସିକତା ପୋଲିସ ପଦକ, ବିଶିଷ୍ଟ ସେବା ପାଇଁ ୨ଜଣଙ୍କୁ ରାଷ୍ଟ୍ରପତି ପୋଲିସ ପଦକ ଓ ୧୦ଜଣଙ୍କୁ ମେରିଟୋରିୟସ ସେବା ପଦକ ମିଳିଛି। ସାହସିକତା ପାଇଁ ରାଉରକେଲା ପୋଲିସ ଜିଲାର ଏସ୍ଆଇ ସୁଶାନ୍ତ କୁମାର ଦାସ, ଭୁବନେଶ୍ୱରର ଏସିପି ସଞ୍ଜୀବ ଶତପଥୀ, କଟକର ଇନ୍ସପେକ୍ଟର ପ୍ରଦୀପ୍ତ କୁମାର ଦାସ, ଏସ୍ଓଜିର ଅଧିକାରୀଙ୍କ ସମେତ ଅନେକଙ୍କୁ ପଦକ ମିଳିଛି। ଏହି ଅବସରରେ ଭୁବନେଶ୍ୱର ଲୋକସେବା ଭବନରେ ଏକ ଉତ୍ସବ ଆୟୋଜିତ ହୋଇଥିଲା। ଡିଜିପି ବିଜୟ କୁମାର ଶର୍ମା, ଗୃହ ବିଭାଗ ଅତିରିକ୍ତ ମୁଖ୍ୟ ଶାସନ ସଚିବ ଅସିତ ତ୍ରିପାଠୀଙ୍କ ସମେତ ବରିଷ୍ଠ ଅଧିକାରୀମାନେ ଉପସ୍ଥିତ ଥିଲେ।: [198, 393, 386, 521]
- tender-row: [591, 1335, 941, 1343]
- magenta-dot: [442, 1485, 452, 1495]
- railway-tender: [590, 736, 942, 1460]
- railway-footer: ହର୍ଷର ସହିତ ଗ୍ରାହକଙ୍କ ସେବାରେ: [591, 1445, 941, 1459]
- silk-footer: All Credit & Debit Cards Accepted | Contact : +91 - 85534 16929 / +91 - 89717 57606: [597, 716, 885, 723]
- bank-col-amount: ନୋଟିସ୍‌ରେ ଉଲ୍ଲେଖିତ ବକେୟା ରାଶି: [157, 1324, 252, 1346]
- story3-bullets: [440, 652, 582, 702]
- tender-row: [591, 893, 941, 901]
- story1-body-right: ବିଭିନ୍ନ କ୍ଷେତ୍ରରେ ଉଲ୍ଲେଖନୀୟ ସେବା ପାଇଁ ପୋଲିସ, ଅଗ୍ନିଶମ ଓ କାରାଗାର ବିଭାଗର ଅଧିକାରୀ ଏବଂ କର୍ମଚାରୀଙ୍କୁ ପଦକ ପ୍ରଦାନ କରାଯାଇଛି। ମୁଖ୍ୟମନ୍ତ୍ରୀ ନବୀନ ପଟ୍ଟନାୟକ ଏହି ପଦକ ପ୍ରଦାନ କରିଥିଲେ। ଉଲ୍ଲେଖନୀୟ ସେବା ପାଇଁ ୩୮ଜଣ ପୋଲିସ ଅଧିକାରୀ ଓ କର୍ମଚାରୀ ପଦକ ପାଇଛନ୍ତି। ସେମାନଙ୍କ ମଧ୍ୟରୁ ୨୨ଜଣଙ୍କୁ ସାହସିକତା ପୋଲିସ ପଦକ, ବିଶିଷ୍ଟ ସେବା ପାଇଁ ୨ଜଣଙ୍କୁ ରାଷ୍ଟ୍ରପତି ପୋଲିସ ପଦକ ଓ ୧୦ଜଣଙ୍କୁ ମେରିଟୋରିୟସ ସେବା ପଦକ ମିଳିଛି। ସାହସିକତା ପାଇଁ ରାଉରକେଲା ପୋଲିସ ଜିଲାର ଏସ୍ଆଇ ସୁଶାନ୍ତ କୁମାର ଦାସ, ଭୁବନେଶ୍ୱରର ଏସିପି ସଞ୍ଜୀବ ଶତପଥୀ, କଟକର ଇନ୍ସପେକ୍ଟର ପ୍ରଦୀପ୍ତ କୁମାର ଦାସ, ଏସ୍ଓଜିର ଅଧିକାରୀଙ୍କ ସମେତ ଅନେକଙ୍କୁ ପଦକ ମିଳିଛି। ଏହି ଅବସରରେ ଭୁବନେଶ୍ୱର ଲୋକସେବା ଭବନରେ ଏକ ଉତ୍ସବ ଆୟୋଜିତ ହୋଇଥିଲା। ଡିଜିପି ବିଜୟ କୁମାର ଶର୍ମା, ଗୃହ ବିଭାଗ ଅତିରିକ୍ତ ମୁଖ୍ୟ ଶାସନ ସଚିବ ଅସିତ ତ୍ରିପାଠୀଙ୍କ ସମେତ ବରିଷ୍ଠ ଅଧିକାରୀମାନେ ଉପସ୍ଥିତ ଥିଲେ।: [390, 393, 578, 521]
- story2-body-right: ରାଜ୍ୟର ମୁଖ୍ୟ ଶାସନ ସଚିବ ଭାବେ ଦାୟିତ୍ୱ ଗ୍ରହଣ କରିବା ପରେ ଅସିତ୍ ତ୍ରିପାଠୀ କହିଛନ୍ତି ଯେ ଏହା ଏକ ବଡ଼ ଦାୟିତ୍ୱ। ମୁଖ୍ୟମନ୍ତ୍ରୀଙ୍କ ୫ଟି ମନ୍ତ୍ରକୁ ପାଳନ କରିବା ସହ ସରକାରୀ ଯୋଜନାର ସୁଫଳ ଲୋକଙ୍କ ପାଖରେ ପହଞ୍ଚାଇବା ଉପରେ ଗୁରୁତ୍ୱ ଦିଆଯିବ। ସରକାରଙ୍କ ବିଭିନ୍ନ ଯୋଜନାକୁ ଦ୍ରୁତ ଗତିରେ କାର୍ଯ୍ୟକାରୀ କରିବା ପାଇଁ ପ୍ରଶାସନ ପ୍ରତିବଦ୍ଧ ରହିବ ବୋଲି ସେ କହିଛନ୍ତି। ଶାସନରେ ସ୍ୱଚ୍ଛତା ଓ ଉତ୍ତରଦାୟିତ୍ୱ ବୃଦ୍ଧି କରିବା ଲାଗି ପଦକ୍ଷେପ ନିଆଯିବ।: [762, 123, 940, 191]
- district-body: [6, 704, 268, 1214]
- black-dot: [206, 1485, 216, 1495]
- tender-row: [591, 836, 941, 844]
- silk-venue: ଦ ନ୍ୟୁ ମ୍ୟାରିଅନ: [631, 557, 770, 581]
- bank-place-date: ସ୍ଥାନ: ଭୁବନେଶ୍ୱର, ତାରିଖ: ୧୬.୦୮.୨୦୧୯: [11, 1441, 115, 1449]
- tender-row: [591, 1147, 941, 1155]
- tender-table-body: [591, 803, 941, 1393]
- sebiraj-seal: SCABHAT: [879, 283, 919, 297]
- bank-col-dates: ଡିମାଣ୍ଡ ନୋଟିସ ତାରିଖ / ଦଖଲ ତାରିଖ: [252, 1324, 337, 1346]
- tender-col: ବାୟନା ରାଶି: [815, 793, 838, 799]
- bank-address: ୧୫୮, ଜନପଥ ଖାରବେଳ ନଗର, ଭୁବନେଶ୍ୱର-୭୫୧୦୦୧, ଫୋନ: ୦୬୭୪-୨୫୩୦୫୫୪: [268, 1245, 416, 1260]
- sebiraj-warning: ନକଲି ପ୍ରତି ସାବଧାନ!: [703, 391, 941, 409]
